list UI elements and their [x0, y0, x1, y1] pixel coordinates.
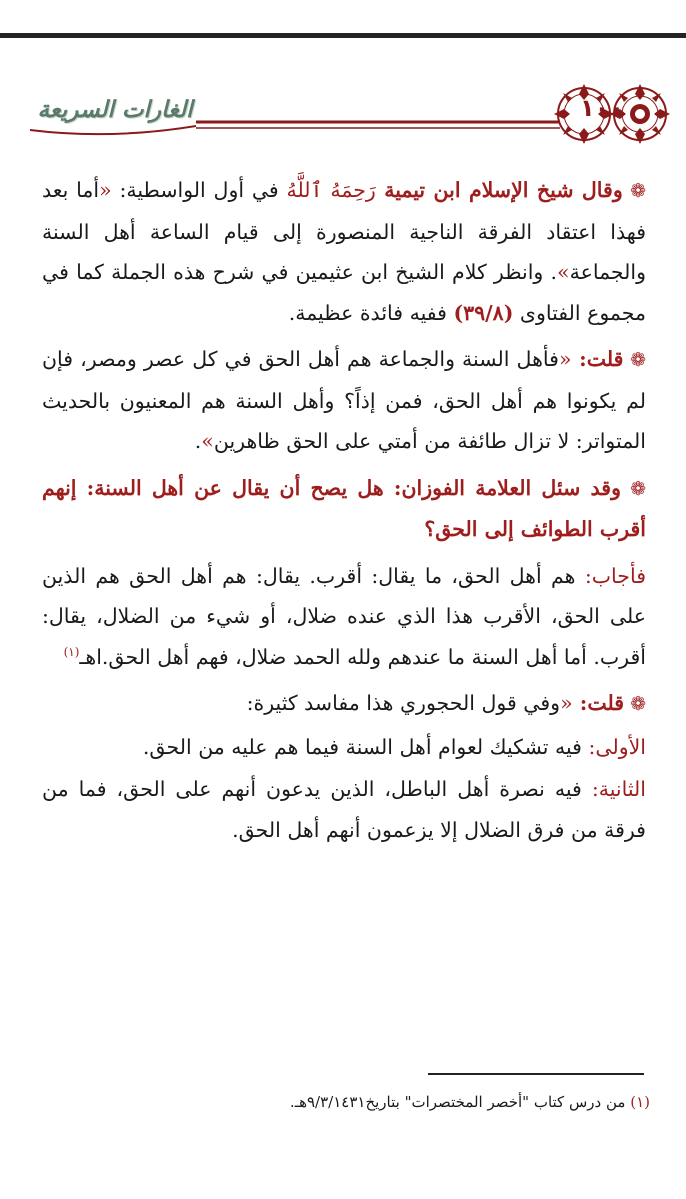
- speaker-label: وقال شيخ الإسلام ابن تيمية: [375, 178, 623, 202]
- rosette-bullet-icon: ❁: [622, 180, 647, 202]
- footnote-text: من درس كتاب "أخصر المختصرات" بتاريخ٩/٣/١٤٣١هـ.: [289, 1093, 626, 1111]
- footnote: [42, 1090, 650, 1114]
- reference: (٣٩/٨): [453, 300, 514, 325]
- quote-open: «: [558, 347, 572, 371]
- paragraph-ibn-taymiyyah: [42, 170, 646, 333]
- paragraph-qultu-1: [42, 339, 646, 462]
- honorific: رَحِمَهُ ٱللَّهُ: [286, 178, 376, 202]
- page-header: [0, 82, 686, 152]
- rosette-bullet-icon: ❁: [624, 693, 646, 715]
- footnote-divider: [428, 1073, 644, 1075]
- quote-close: »: [557, 260, 570, 284]
- point-label: الأولى:: [581, 734, 646, 759]
- answer-text: هم أهل الحق، ما يقال: أقرب. يقال: هم أهل الحق هم الذين على الحق، الأقرب هذا الذي عنده ضلال، أو شيء من الضلال، يقال: أقرب. أما أهل السنة ما عندهم ولله الحمد ضلال، فهم أهل الحق.اهـ: [42, 563, 646, 669]
- text-run: في أول الواسطية:: [111, 178, 287, 202]
- footnote-number: (١): [630, 1093, 650, 1111]
- rosette-bullet-icon: ❁: [623, 349, 647, 371]
- footnote-marker[interactable]: (١): [63, 644, 80, 659]
- paragraph-fawzan-answer: [42, 556, 646, 678]
- point-label: الثانية:: [581, 777, 646, 801]
- quoted-text: فأهل السنة والجماعة هم أهل الحق في كل عصر ومصر، فإن لم يكونوا هم أهل الحق، فمن إذاً؟ وأهل السنة هم المعنيون بالحديث المتواتر: لا تزال طائفة من أمتي على الحق ظاهرين: [42, 347, 646, 453]
- top-bar: [0, 0, 686, 39]
- text-run: .: [194, 429, 202, 453]
- text-run: ففيه فائدة عظيمة.: [288, 300, 454, 325]
- point-text: فيه تشكيك لعوام أهل السنة فيما هم عليه من الحق.: [142, 734, 582, 759]
- question-text: وقد سئل العلامة الفوزان: هل يصح أن يقال عن أهل السنة: إنهم أقرب الطوائف إلى الحق؟: [42, 475, 646, 541]
- book-title: الغارات السريعة: [37, 96, 193, 123]
- page-number: ١٠٠: [580, 94, 624, 122]
- speaker-label: قلت:: [571, 347, 624, 371]
- page-body: [42, 170, 646, 856]
- quote-open: «: [99, 178, 112, 202]
- rosette-bullet-icon: ❁: [620, 477, 646, 500]
- answer-label: فأجاب:: [575, 563, 646, 588]
- paragraph-first-point: [42, 727, 646, 768]
- speaker-label: قلت:: [572, 691, 625, 715]
- quoted-text: وفي قول الحجوري هذا مفاسد كثيرة:: [246, 691, 561, 715]
- paragraph-fawzan-question: [42, 468, 646, 550]
- quote-open: «: [560, 691, 573, 715]
- paragraph-second-point: [42, 769, 646, 850]
- paragraph-qultu-2: [42, 683, 646, 725]
- quoted-text: أما بعد فهذا اعتقاد الفرقة الناجية المنصورة إلى قيام الساعة أهل السنة والجماعة: [42, 178, 647, 284]
- top-bar-line: [0, 33, 686, 38]
- text-run: . وانظر كلام الشيخ ابن عثيمين في شرح هذه الجملة كما في مجموع الفتاوى: [42, 260, 646, 325]
- quote-close: »: [201, 429, 214, 453]
- point-text: فيه نصرة أهل الباطل، الذين يدعون أنهم على الحق، فما من فرقة من فرق الضلال إلا يزعمون أنهم أهل الحق.: [42, 777, 646, 842]
